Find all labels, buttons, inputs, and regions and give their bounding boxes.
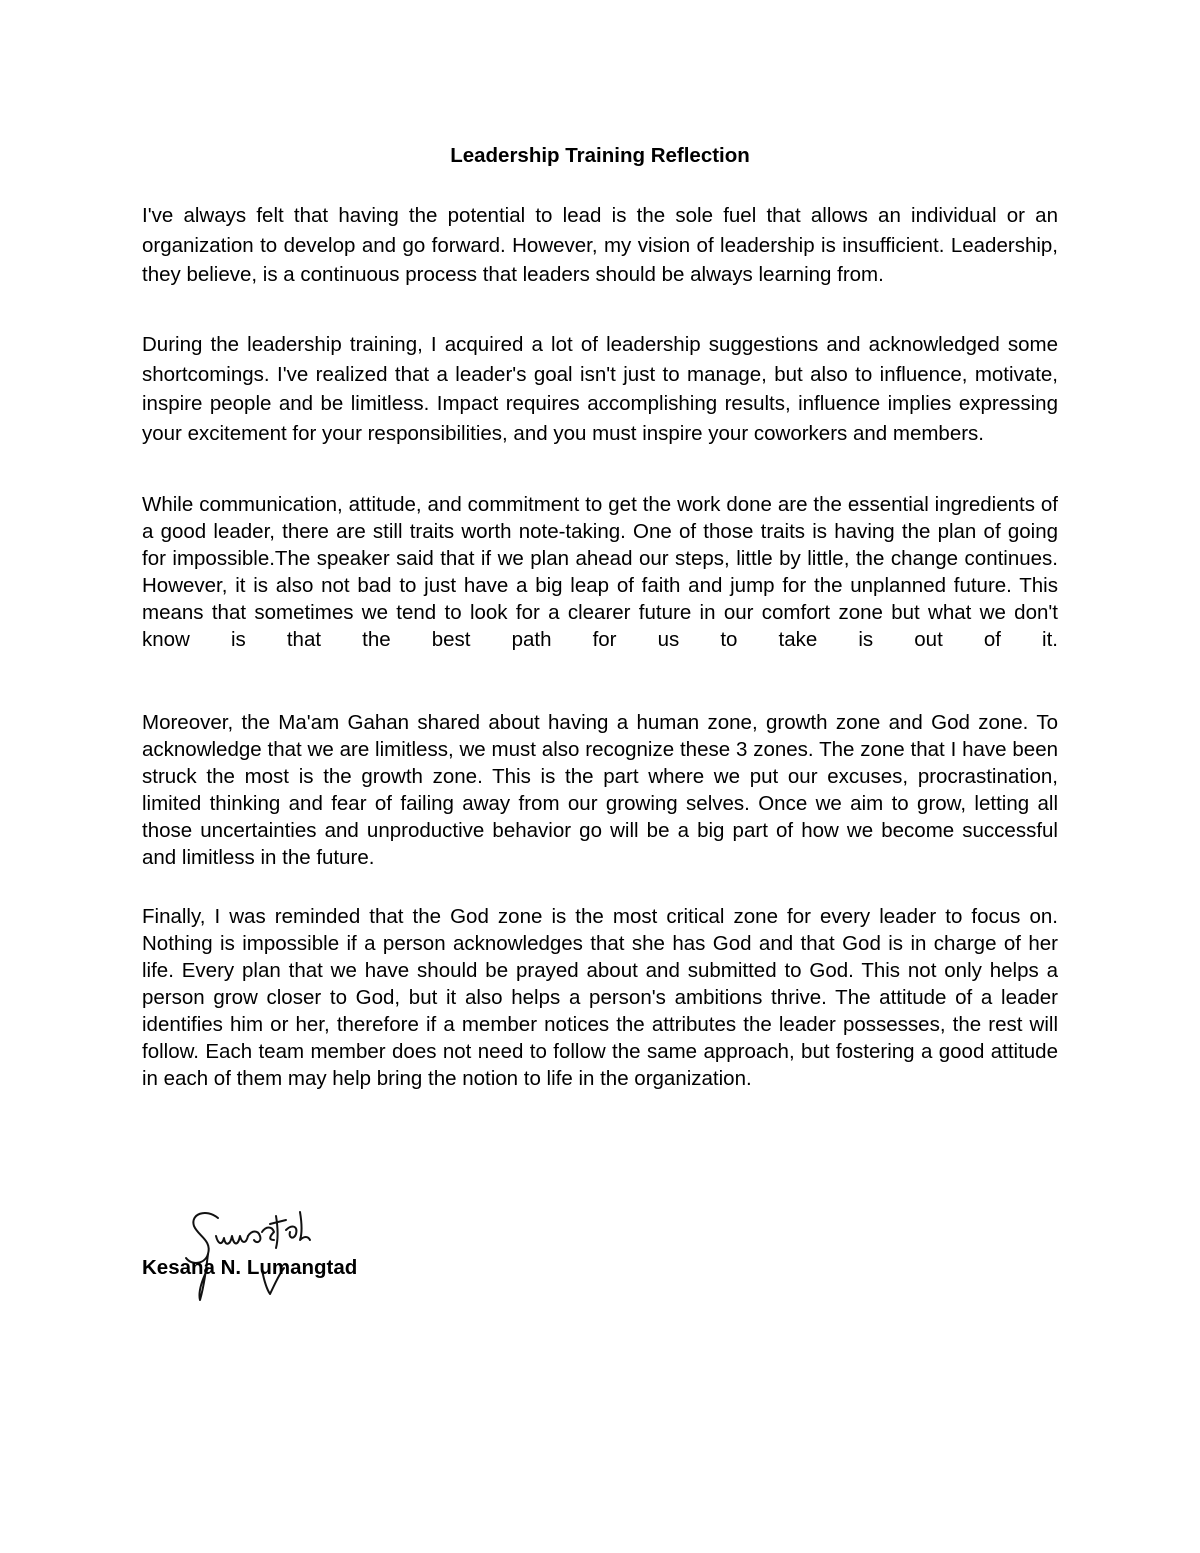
paragraph-training: During the leadership training, I acquired a lot of leadership suggestions and acknowledged some shortcomings. I've realized that a leader's goal isn't just to manage, but also to influence, motivate, inspire people and be limitless. Impact requires accomplishing results, influence implies expressing your excitement for your responsibilities, and you must inspire your coworkers and members. (142, 333, 1058, 445)
handwritten-signature-icon (178, 1196, 328, 1308)
paragraph-zones: Moreover, the Ma'am Gahan shared about having a human zone, growth zone and God zone. To acknowledge that we are limitless, we must also recognize these 3 zones. The zone that I have been struck the most is the growth zone. This is the part where we put our excuses, procrastination, limited thinking and fear of failing away from our growing selves. Once we aim to grow, letting all those uncertainties and unproductive behavior go will be a big part of how we become successful and limitless in the future. (142, 711, 1058, 869)
document-title: Leadership Training Reflection (450, 144, 750, 167)
paragraph-traits: While communication, attitude, and commitment to get the work done are the essential ingredients of a good leader, there are still traits worth note-taking. One of those traits is having the plan of going for impossible.The speaker said that if we plan ahead our steps, little by little, the change continues. However, it is also not bad to just have a big leap of faith and jump for the unplanned future. This means that sometimes we tend to look for a clearer future in our comfort zone but what we don't know is that the best path for us to take is out of it. (142, 493, 1058, 651)
signer-name: Kesana N. Lumangtad (142, 1256, 358, 1279)
paragraph-intro: I've always felt that having the potential to lead is the sole fuel that allows an individual or an organization to develop and go forward. However, my vision of leadership is insufficient. Leadership, they believe, is a continuous process that leaders should be always learning from. (142, 204, 1058, 286)
paragraph-god-zone: Finally, I was reminded that the God zone is the most critical zone for every leader to focus on. Nothing is impossible if a person acknowledges that she has God and that God is in charge of her life. Every plan that we have should be prayed about and submitted to God. This not only helps a person grow closer to God, but it also helps a person's ambitions thrive. The attitude of a leader identifies him or her, therefore if a member notices the attributes the leader possesses, the rest will follow. Each team member does not need to follow the same approach, but fostering a good attitude in each of them may help bring the notion to life in the organization. (142, 905, 1058, 1090)
